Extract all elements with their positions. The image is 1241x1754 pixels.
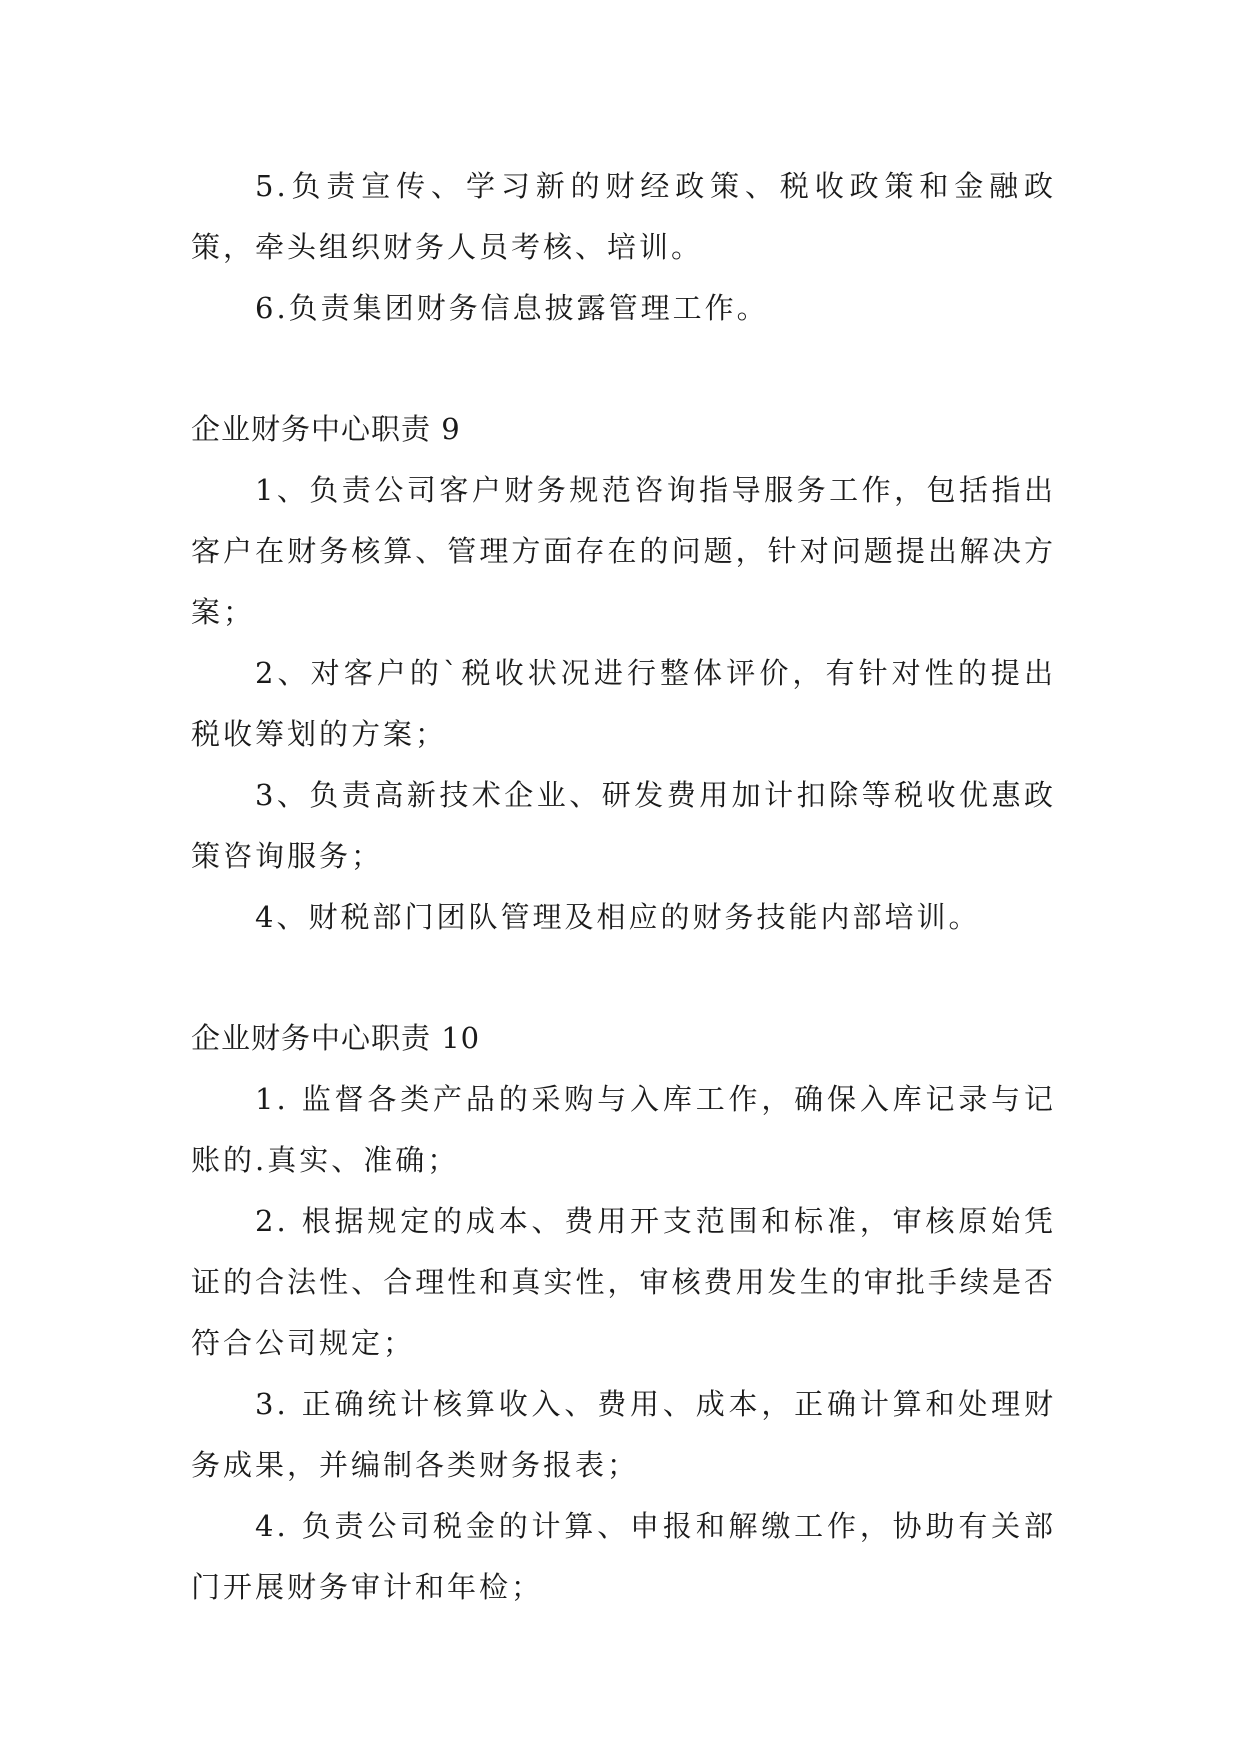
section-gap xyxy=(191,339,1056,399)
paragraph-9-3: 3、负责高新技术企业、研发费用加计扣除等税收优惠政策咨询服务； xyxy=(191,778,1056,873)
section-heading-9: 企业财务中心职责 9 xyxy=(191,412,461,446)
paragraph-10-2: 2. 根据规定的成本、费用开支范围和标准，审核原始凭证的合法性、合理性和真实性，审核费用发生的审批手续是否符合公司规定； xyxy=(191,1204,1056,1360)
paragraph-6-disclosure: 6.负责集团财务信息披露管理工作。 xyxy=(255,291,769,325)
section-gap xyxy=(191,948,1056,1008)
paragraph-10-4: 4. 负责公司税金的计算、申报和解缴工作，协助有关部门开展财务审计和年检； xyxy=(191,1509,1056,1604)
paragraph-5-publicity: 5.负责宣传、学习新的财经政策、税收政策和金融政策，牵头组织财务人员考核、培训。 xyxy=(191,169,1056,264)
paragraph-10-1: 1. 监督各类产品的采购与入库工作，确保入库记录与记账的.真实、准确； xyxy=(191,1082,1056,1177)
paragraph-9-2: 2、对客户的`税收状况进行整体评价，有针对性的提出税收筹划的方案； xyxy=(191,656,1056,751)
document-body xyxy=(191,156,1056,1618)
section-heading-10: 企业财务中心职责 10 xyxy=(191,1021,481,1055)
paragraph-9-4: 4、财税部门团队管理及相应的财务技能内部培训。 xyxy=(255,900,981,934)
paragraph-9-1: 1、负责公司客户财务规范咨询指导服务工作，包括指出客户在财务核算、管理方面存在的问题，针对问题提出解决方案； xyxy=(191,473,1056,629)
paragraph-10-3: 3. 正确统计核算收入、费用、成本，正确计算和处理财务成果，并编制各类财务报表； xyxy=(191,1387,1056,1482)
